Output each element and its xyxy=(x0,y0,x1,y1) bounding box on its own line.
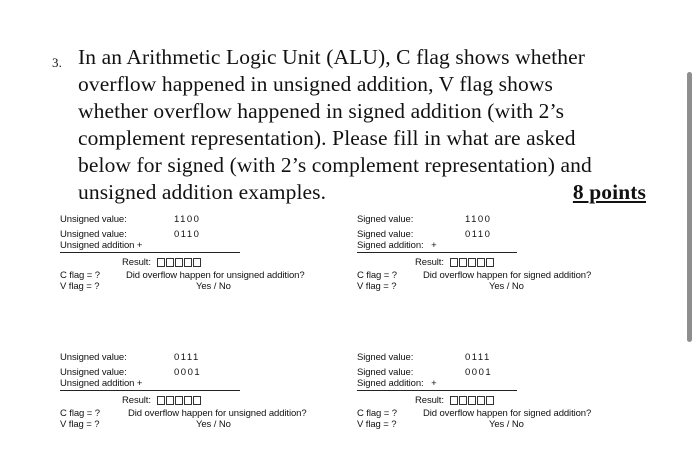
v-flag-label: V flag = ? xyxy=(60,419,100,430)
operand-label: Signed value: xyxy=(357,214,414,225)
operand-label: Unsigned value: xyxy=(60,214,127,225)
operand-value: 1100 xyxy=(174,214,201,225)
v-flag-label: V flag = ? xyxy=(357,281,397,292)
addition-label: Signed addition: + xyxy=(357,240,437,251)
result-row xyxy=(415,257,495,268)
result-boxes[interactable] xyxy=(450,257,495,268)
operand-label: Unsigned value: xyxy=(60,367,127,378)
flags xyxy=(357,408,397,430)
result-boxes[interactable] xyxy=(157,257,202,268)
operand-label: Unsigned value: xyxy=(60,229,127,240)
question-line: whether overflow happened in signed addition (with 2’s xyxy=(78,99,565,123)
yes-no-answer[interactable]: Yes / No xyxy=(196,419,231,430)
sum-rule xyxy=(357,252,517,253)
result-row xyxy=(122,257,202,268)
result-row xyxy=(415,395,495,406)
operand-label: Unsigned value: xyxy=(60,352,127,363)
overflow-question: Did overflow happen for unsigned addition? xyxy=(128,408,307,419)
operand-label: Signed value: xyxy=(357,367,414,378)
c-flag-label: C flag = ? xyxy=(60,270,100,281)
question-line: In an Arithmetic Logic Unit (ALU), C flag shows whether xyxy=(78,45,586,69)
operand-value: 0111 xyxy=(174,352,200,363)
question-line: below for signed (with 2’s complement representation) and xyxy=(78,153,592,177)
overflow-question: Did overflow happen for signed addition? xyxy=(423,270,592,281)
flags xyxy=(60,408,100,430)
result-label: Result: xyxy=(122,395,151,407)
yes-no-answer[interactable]: Yes / No xyxy=(196,281,231,292)
flags xyxy=(60,270,100,292)
scrollbar[interactable] xyxy=(687,72,692,342)
sum-rule xyxy=(60,390,240,391)
question-number: 3. xyxy=(52,55,62,70)
sum-rule xyxy=(357,390,517,391)
addition-label: Unsigned addition + xyxy=(60,378,143,389)
question-line: overflow happened in unsigned addition, V flag shows xyxy=(78,72,553,96)
sum-rule xyxy=(60,252,240,253)
result-label: Result: xyxy=(415,257,444,269)
v-flag-label: V flag = ? xyxy=(60,281,100,292)
c-flag-label: C flag = ? xyxy=(357,270,397,281)
yes-no-answer[interactable]: Yes / No xyxy=(489,281,524,292)
operand-label: Signed value: xyxy=(357,352,414,363)
operand-label: Signed value: xyxy=(357,229,414,240)
result-row xyxy=(122,395,202,406)
operand-value: 1100 xyxy=(465,214,492,225)
question-3 xyxy=(52,44,646,206)
operand-value: 0110 xyxy=(174,229,201,240)
result-boxes[interactable] xyxy=(450,395,495,406)
result-label: Result: xyxy=(122,257,151,269)
points-label: 8 points xyxy=(572,180,646,204)
addition-label: Signed addition: + xyxy=(357,378,437,389)
overflow-question: Did overflow happen for signed addition? xyxy=(423,408,592,419)
question-line: complement representation). Please fill in what are asked xyxy=(78,126,576,150)
c-flag-label: C flag = ? xyxy=(357,408,397,419)
yes-no-answer[interactable]: Yes / No xyxy=(489,419,524,430)
c-flag-label: C flag = ? xyxy=(60,408,100,419)
operand-value: 0001 xyxy=(174,367,202,378)
addition-label: Unsigned addition + xyxy=(60,240,143,251)
signed-example-1 xyxy=(357,214,657,296)
operand-value: 0001 xyxy=(465,367,493,378)
question-line: unsigned addition examples. xyxy=(78,180,327,204)
operand-value: 0111 xyxy=(465,352,491,363)
result-boxes[interactable] xyxy=(157,395,202,406)
unsigned-example-1 xyxy=(60,214,350,296)
operand-value: 0110 xyxy=(465,229,492,240)
v-flag-label: V flag = ? xyxy=(357,419,397,430)
result-label: Result: xyxy=(415,395,444,407)
flags xyxy=(357,270,397,292)
overflow-question: Did overflow happen for unsigned addition? xyxy=(126,270,305,281)
unsigned-example-2 xyxy=(60,352,350,434)
signed-example-2 xyxy=(357,352,657,434)
